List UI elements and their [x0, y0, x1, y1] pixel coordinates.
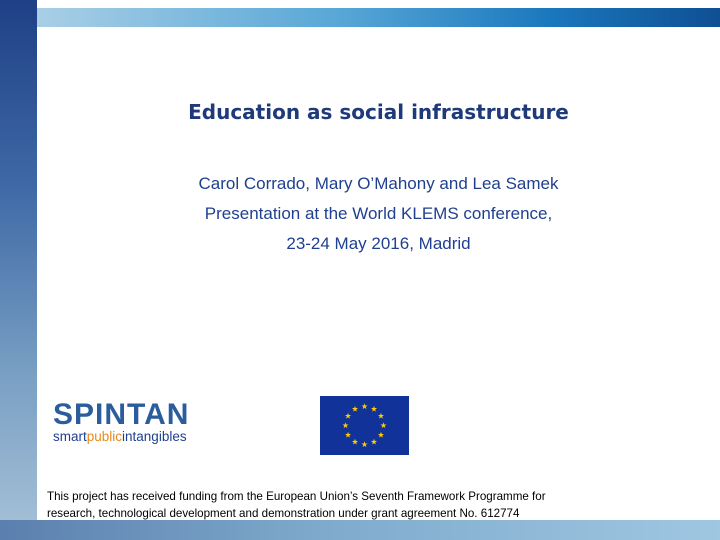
eu-star [345, 413, 351, 419]
tagline-public: public [86, 429, 123, 444]
eu-star [371, 406, 377, 412]
eu-star [352, 406, 358, 412]
eu-star [361, 441, 367, 447]
date-place-line: 23-24 May 2016, Madrid [286, 234, 471, 253]
eu-flag-icon [320, 396, 409, 455]
spintan-logo [53, 400, 223, 448]
eu-star [378, 413, 384, 419]
funding-notice [47, 488, 687, 522]
funding-notice-line-2: research, technological development and demonstration under grant agreement No. 612774 [47, 507, 520, 520]
spintan-logo-name: SPINTAN [53, 398, 190, 431]
bottom-decorative-band [0, 520, 720, 540]
eu-star [352, 439, 358, 445]
authors-line: Carol Corrado, Mary O’Mahony and Lea Samek [198, 174, 559, 193]
spintan-logo-tagline [53, 430, 223, 444]
top-decorative-band [37, 8, 720, 27]
left-decorative-band [0, 0, 37, 540]
eu-star [371, 439, 377, 445]
tagline-smart: smart [53, 429, 87, 444]
eu-star [380, 422, 386, 428]
eu-star [361, 403, 367, 409]
slide-title: Education as social infrastructure [188, 100, 569, 124]
eu-star [345, 432, 351, 438]
eu-stars-svg [320, 396, 409, 455]
tagline-intangibles: intangibles [122, 429, 187, 444]
eu-star [378, 432, 384, 438]
funding-notice-line-1: This project has received funding from the European Union’s Seventh Framework Programme for [47, 490, 546, 503]
slide-subtitle [37, 169, 720, 259]
eu-star [342, 422, 348, 428]
event-line: Presentation at the World KLEMS conference, [204, 204, 553, 223]
